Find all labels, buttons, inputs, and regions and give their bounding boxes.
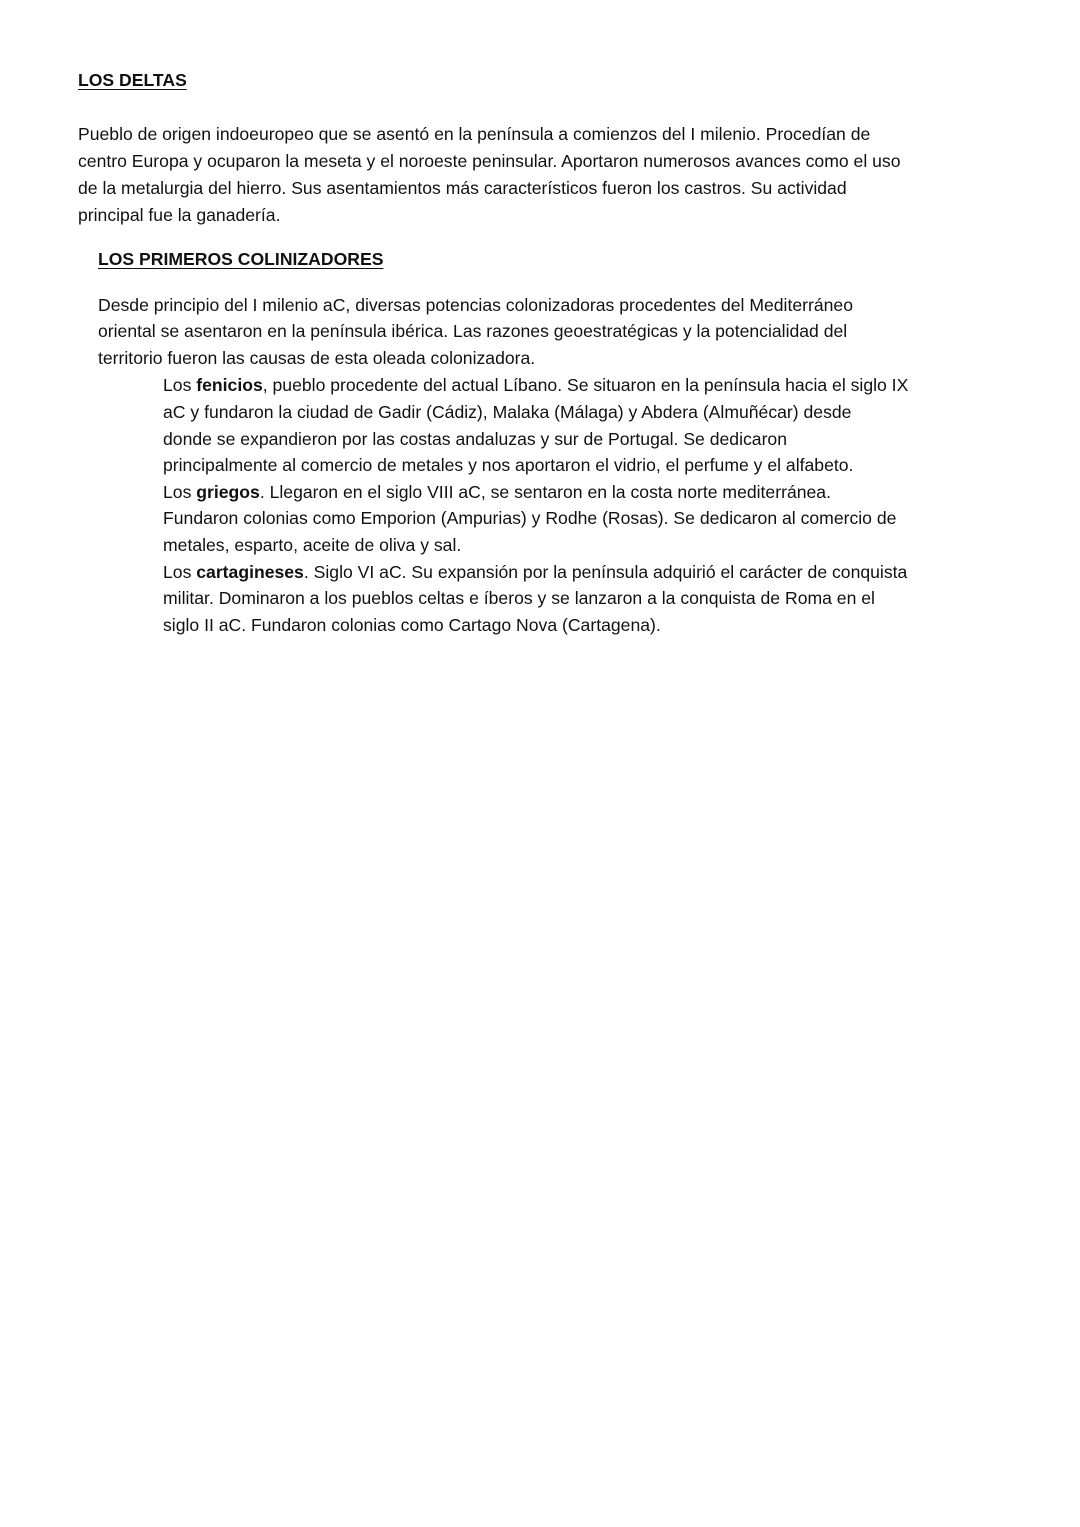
text-line: principalmente al comercio de metales y nos aportaron el vidrio, el perfume y el alfabeto. (163, 455, 854, 475)
text-line (163, 374, 908, 396)
text-line: Fundaron colonias como Emporion (Ampurias) y Rodhe (Rosas). Se dedicaron al comercio de (163, 508, 897, 528)
text: , pueblo procedente del actual Líbano. Se situaron en la península hacia el siglo IX (262, 375, 909, 395)
bold-term: griegos (196, 482, 260, 502)
text-line: Desde principio del I milenio aC, diversas potencias colonizadoras procedentes del Mediterráneo (98, 295, 853, 315)
text-line: principal fue la ganadería. (78, 205, 281, 225)
text-line: territorio fueron las causas de esta oleada colonizadora. (98, 348, 536, 368)
text-line: de la metalurgia del hierro. Sus asentamientos más característicos fueron los castros. Su actividad (78, 178, 847, 198)
bold-term: cartagineses (196, 562, 304, 582)
text-line: Pueblo de origen indoeuropeo que se asentó en la península a comienzos del I milenio. Procedían de (78, 124, 871, 144)
text-line: donde se expandieron por las costas andaluzas y sur de Portugal. Se dedicaron (163, 429, 788, 449)
text: Los (163, 562, 197, 582)
text-line (163, 481, 831, 503)
text-line: siglo II aC. Fundaron colonias como Cartago Nova (Cartagena). (163, 615, 661, 635)
heading-primeros-colonizadores: LOS PRIMEROS COLINIZADORES (98, 249, 384, 269)
heading-los-deltas: LOS DELTAS (78, 70, 187, 90)
text: . Siglo VI aC. Su expansión por la península adquirió el carácter de conquista (303, 562, 908, 582)
text-line: militar. Dominaron a los pueblos celtas e íberos y se lanzaron a la conquista de Roma en el (163, 588, 875, 608)
text-line: aC y fundaron la ciudad de Gadir (Cádiz), Malaka (Málaga) y Abdera (Almuñécar) desde (163, 402, 852, 422)
text-line: centro Europa y ocuparon la meseta y el noroeste peninsular. Aportaron numerosos avances como el uso (78, 151, 901, 171)
text: Los (163, 375, 197, 395)
text: Los (163, 482, 197, 502)
text-line: metales, esparto, aceite de oliva y sal. (163, 535, 462, 555)
text: . Llegaron en el siglo VIII aC, se sentaron en la costa norte mediterránea. (259, 482, 831, 502)
bold-term: fenicios (196, 375, 263, 395)
text-line (163, 561, 907, 583)
text-line: oriental se asentaron en la península ibérica. Las razones geoestratégicas y la potencialidad del (98, 321, 848, 341)
